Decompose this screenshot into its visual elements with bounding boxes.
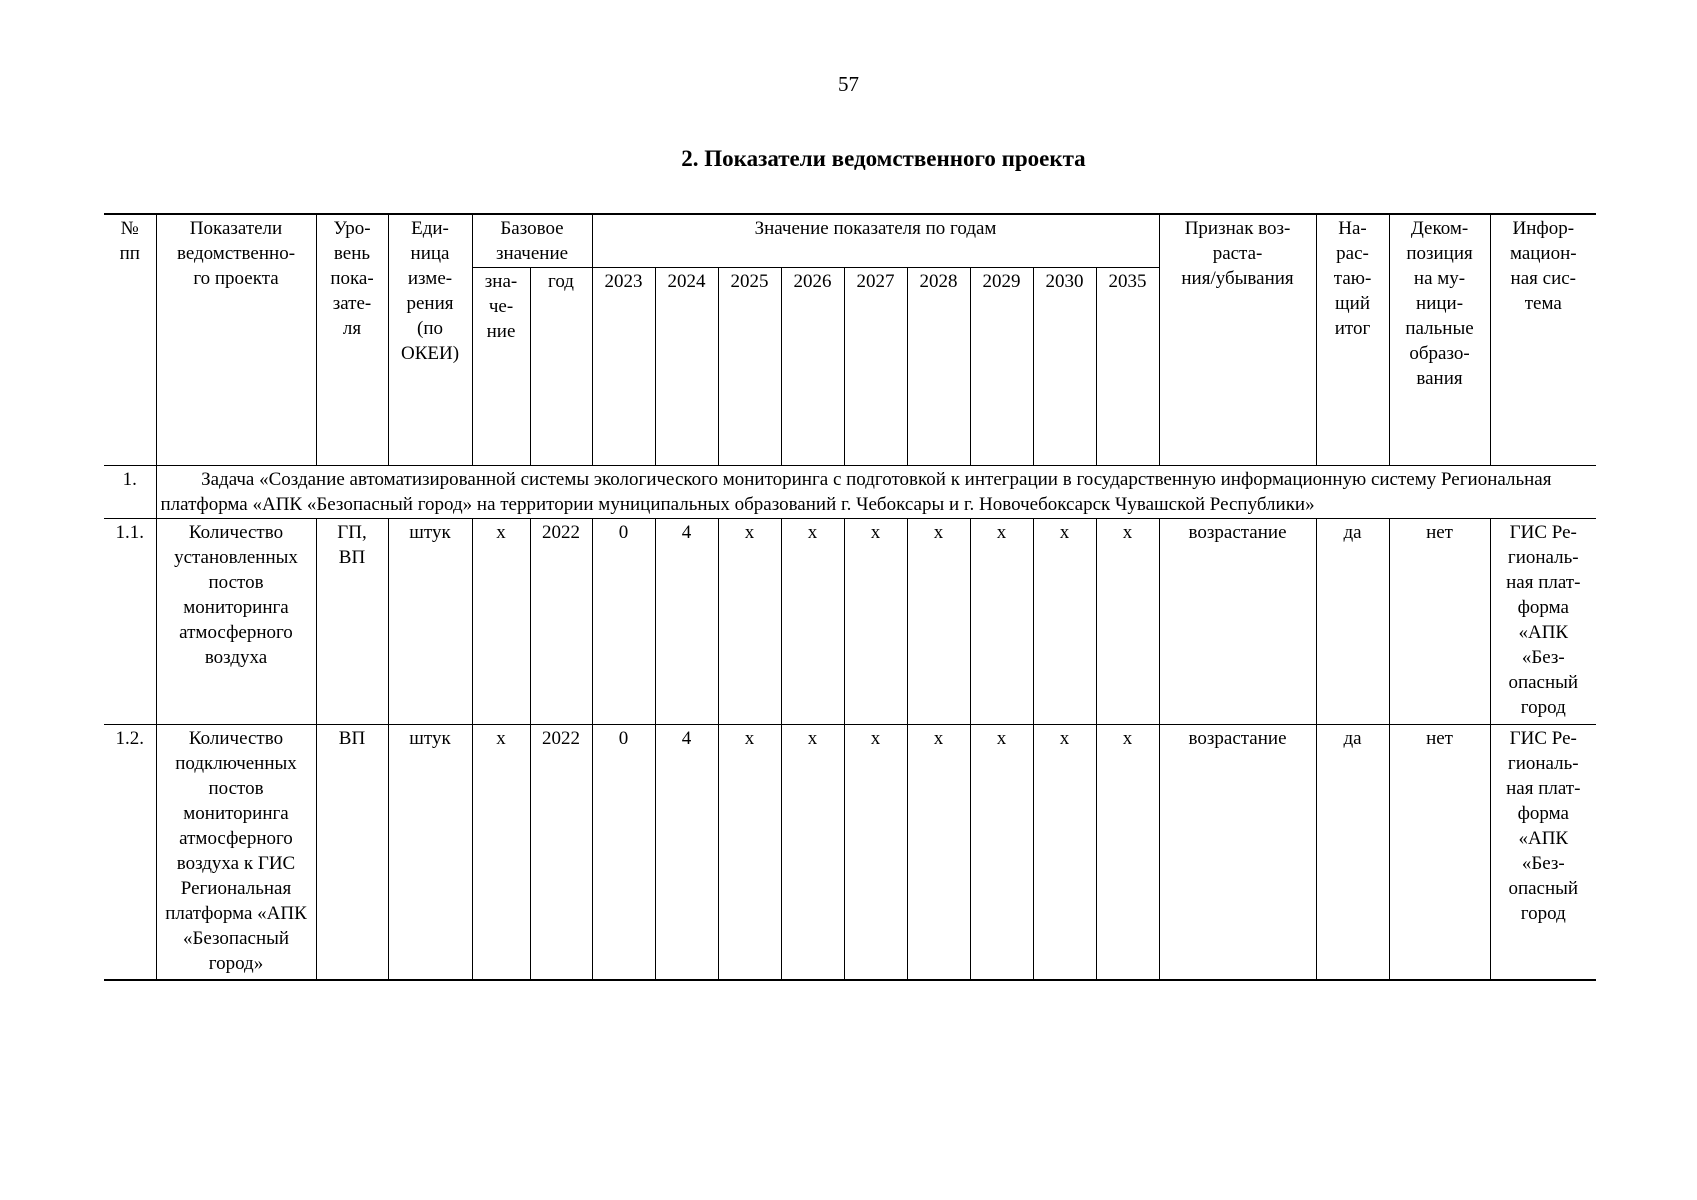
header-row bbox=[104, 214, 1596, 268]
row-unit: штук bbox=[388, 519, 472, 725]
header-year: 2028 bbox=[907, 268, 970, 466]
row-cumulative: да bbox=[1316, 725, 1389, 980]
row-trend: возрастание bbox=[1159, 725, 1316, 980]
row-info-system: ГИС Ре- гиональ- ная плат- форма «АПК «Без- опасный город bbox=[1490, 725, 1596, 980]
row-num: 1.2. bbox=[104, 725, 156, 980]
task-num: 1. bbox=[104, 466, 156, 519]
row-value: 0 bbox=[592, 725, 655, 980]
row-cumulative: да bbox=[1316, 519, 1389, 725]
header-year: 2030 bbox=[1033, 268, 1096, 466]
row-value: х bbox=[781, 725, 844, 980]
page-number: 57 bbox=[838, 72, 859, 96]
row-indicator: Количество подключенных постов мониторинга атмосферного воздуха к ГИС Региональная платформа «АПК «Безопасный город» bbox=[156, 725, 316, 980]
header-unit: Еди- ница изме- рения (по ОКЕИ) bbox=[388, 214, 472, 466]
row-decomposition: нет bbox=[1389, 725, 1490, 980]
row-value: х bbox=[970, 519, 1033, 725]
row-value: х bbox=[1096, 519, 1159, 725]
header-num: № пп bbox=[104, 214, 156, 466]
row-value: х bbox=[1096, 725, 1159, 980]
row-value: х bbox=[844, 519, 907, 725]
row-value: х bbox=[1033, 725, 1096, 980]
row-value: 4 bbox=[655, 519, 718, 725]
header-indicator: Показатели ведомственно- го проекта bbox=[156, 214, 316, 466]
task-text: Задача «Создание автоматизированной системы экологического мониторинга с подготовкой к интеграции в государственную информационную систему Региональная платформа «АПК «Безопасный город» на территории муниципальных образований г. Чебоксары и г. Новочебоксарск Чувашской Республики» bbox=[156, 466, 1596, 519]
row-value: х bbox=[970, 725, 1033, 980]
header-level: Уро- вень пока- зате- ля bbox=[316, 214, 388, 466]
header-years-group: Значение показателя по годам bbox=[592, 214, 1159, 268]
row-info-system: ГИС Ре- гиональ- ная плат- форма «АПК «Без- опасный город bbox=[1490, 519, 1596, 725]
header-info-system: Инфор- мацион- ная сис- тема bbox=[1490, 214, 1596, 466]
row-value: х bbox=[844, 725, 907, 980]
header-year: 2027 bbox=[844, 268, 907, 466]
indicators-table bbox=[104, 213, 1596, 981]
row-level: ГП, ВП bbox=[316, 519, 388, 725]
row-level: ВП bbox=[316, 725, 388, 980]
table-row bbox=[104, 519, 1596, 725]
header-year: 2025 bbox=[718, 268, 781, 466]
row-value: х bbox=[718, 725, 781, 980]
header-base: Базовое значение bbox=[472, 214, 592, 268]
task-row bbox=[104, 466, 1596, 519]
header-cumulative: На- рас- таю- щий итог bbox=[1316, 214, 1389, 466]
row-value: 4 bbox=[655, 725, 718, 980]
row-value: х bbox=[781, 519, 844, 725]
row-decomposition: нет bbox=[1389, 519, 1490, 725]
row-value: х bbox=[1033, 519, 1096, 725]
row-base-value: х bbox=[472, 519, 530, 725]
row-value: х bbox=[907, 519, 970, 725]
table-row bbox=[104, 725, 1596, 980]
row-base-value: х bbox=[472, 725, 530, 980]
header-base-value: зна- че- ние bbox=[472, 268, 530, 466]
header-trend: Признак воз- раста- ния/убывания bbox=[1159, 214, 1316, 466]
row-indicator: Количество установленных постов мониторинга атмосферного воздуха bbox=[156, 519, 316, 725]
header-year: 2026 bbox=[781, 268, 844, 466]
header-year: 2035 bbox=[1096, 268, 1159, 466]
row-value: х bbox=[718, 519, 781, 725]
row-value: 0 bbox=[592, 519, 655, 725]
section-title: 2. Показатели ведомственного проекта bbox=[681, 146, 1086, 171]
row-value: х bbox=[907, 725, 970, 980]
header-base-year: год bbox=[530, 268, 592, 466]
header-year: 2024 bbox=[655, 268, 718, 466]
row-num: 1.1. bbox=[104, 519, 156, 725]
row-base-year: 2022 bbox=[530, 725, 592, 980]
row-base-year: 2022 bbox=[530, 519, 592, 725]
row-trend: возрастание bbox=[1159, 519, 1316, 725]
header-year: 2023 bbox=[592, 268, 655, 466]
header-year: 2029 bbox=[970, 268, 1033, 466]
row-unit: штук bbox=[388, 725, 472, 980]
header-decomposition: Деком- позиция на му- ници- пальные образо- вания bbox=[1389, 214, 1490, 466]
